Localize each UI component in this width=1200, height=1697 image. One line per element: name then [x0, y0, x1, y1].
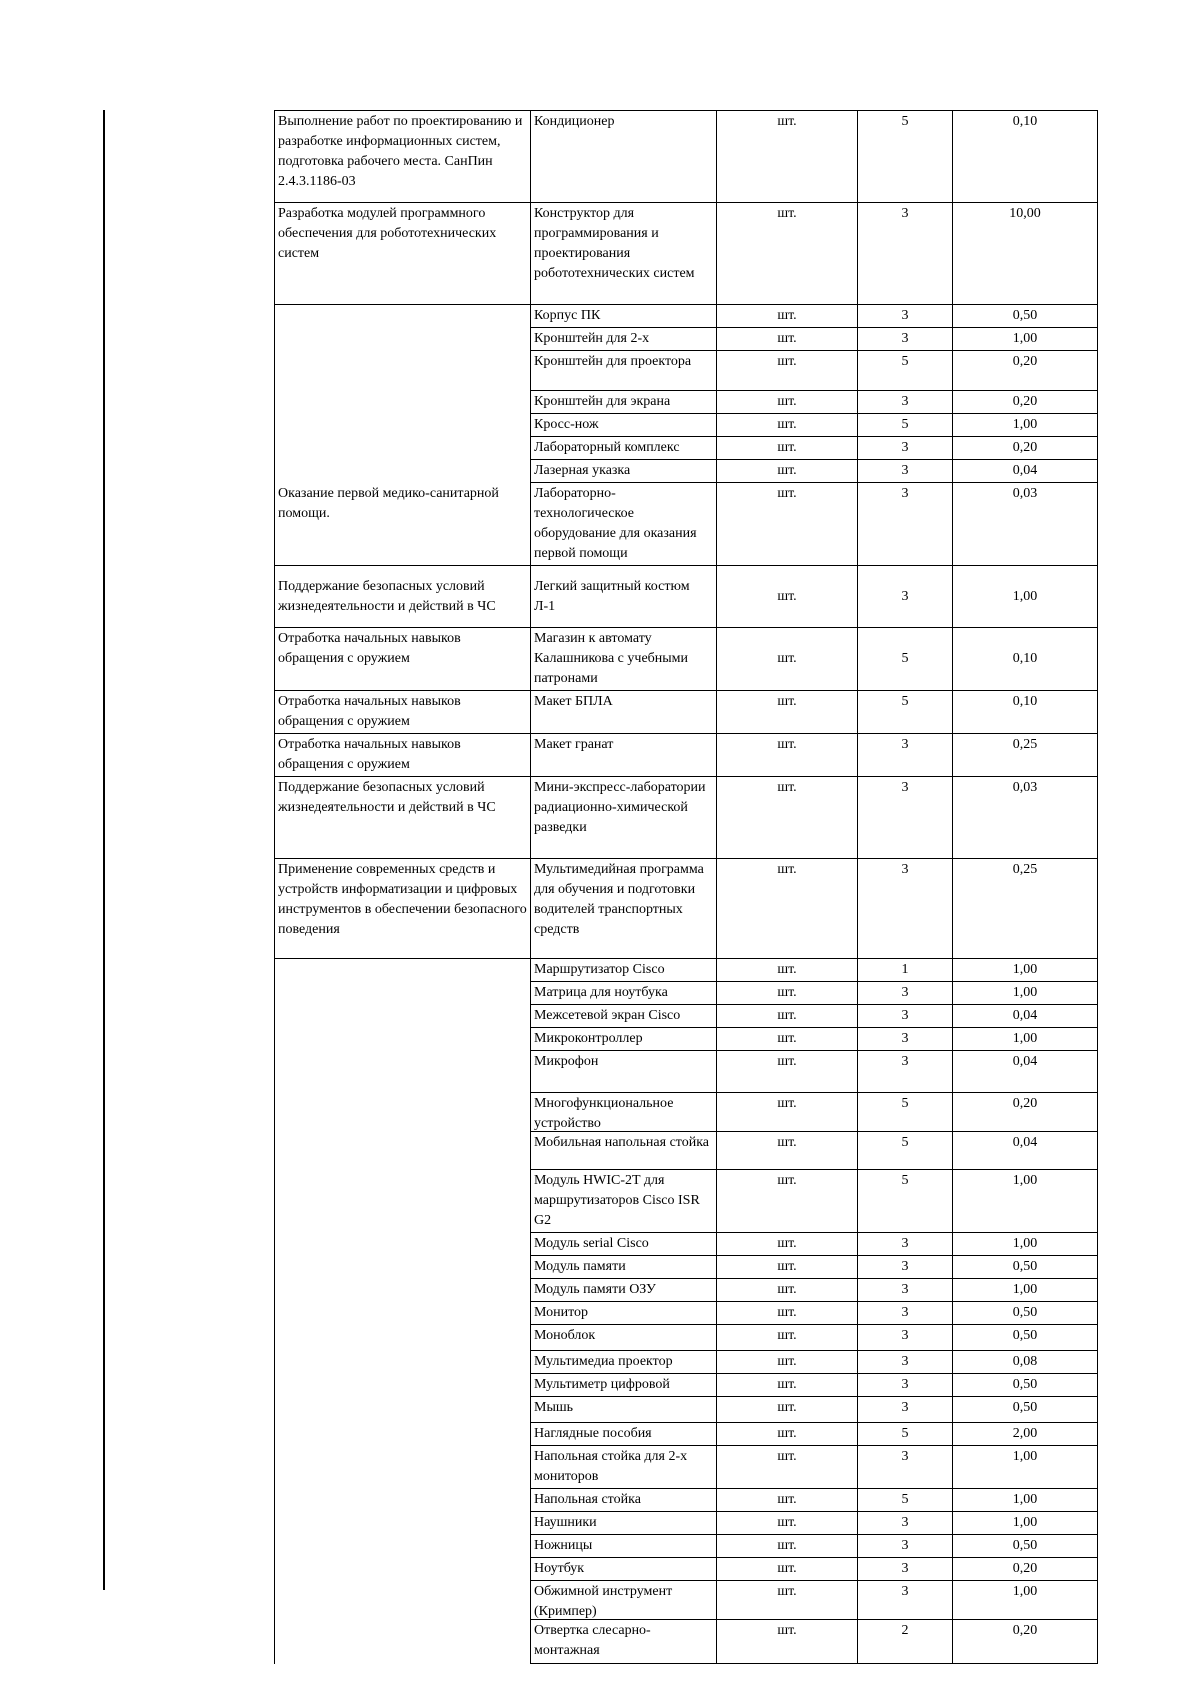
item-cell: Кронштейн для экрана	[531, 391, 717, 414]
item-cell: Микрофон	[531, 1051, 717, 1093]
qty-cell: 3	[858, 1051, 953, 1093]
coef-cell: 1,00	[953, 1233, 1098, 1256]
qty-cell: 3	[858, 1446, 953, 1489]
coef-cell: 0,03	[953, 777, 1098, 859]
unit-cell: шт.	[717, 1423, 858, 1446]
item-cell: Напольная стойка	[531, 1489, 717, 1512]
coef-cell: 0,50	[953, 1535, 1098, 1558]
item-cell: Многофункциональное устройство	[531, 1093, 717, 1132]
coef-cell: 0,50	[953, 1374, 1098, 1397]
qty-cell: 5	[858, 1489, 953, 1512]
item-cell: Магазин к автомату Калашникова с учебными патронами	[531, 628, 717, 691]
qty-cell: 3	[858, 305, 953, 328]
unit-cell: шт.	[717, 859, 858, 959]
item-cell: Конструктор для программирования и проектирования робототехнических систем	[531, 203, 717, 305]
coef-cell: 1,00	[953, 982, 1098, 1005]
unit-cell: шт.	[717, 959, 858, 982]
qty-cell: 3	[858, 1558, 953, 1581]
qty-cell: 3	[858, 1233, 953, 1256]
unit-cell: шт.	[717, 1279, 858, 1302]
qty-cell: 5	[858, 1423, 953, 1446]
coef-cell: 0,20	[953, 1093, 1098, 1132]
unit-cell: шт.	[717, 734, 858, 777]
table-row	[275, 959, 1098, 982]
coef-cell: 1,00	[953, 1489, 1098, 1512]
coef-cell: 0,04	[953, 1051, 1098, 1093]
item-cell: Легкий защитный костюм Л-1	[531, 566, 717, 628]
qty-cell: 5	[858, 351, 953, 391]
coef-cell: 0,50	[953, 1397, 1098, 1423]
activity-cell: Поддержание безопасных условий жизнедеятельности и действий в ЧС	[275, 777, 531, 859]
item-cell: Мини-экспресс-лаборатории радиационно-химической разведки	[531, 777, 717, 859]
table-row	[275, 734, 1098, 777]
unit-cell: шт.	[717, 1005, 858, 1028]
qty-cell: 3	[858, 1374, 953, 1397]
qty-cell: 3	[858, 203, 953, 305]
table-row	[275, 691, 1098, 734]
unit-cell: шт.	[717, 1325, 858, 1351]
unit-cell: шт.	[717, 1581, 858, 1620]
activity-cell: Оказание первой медико-санитарной помощи.	[275, 305, 531, 566]
coef-cell: 0,10	[953, 111, 1098, 203]
item-cell: Маршрутизатор Cisco	[531, 959, 717, 982]
item-cell: Модуль памяти	[531, 1256, 717, 1279]
item-cell: Кросс-нож	[531, 414, 717, 437]
qty-cell: 3	[858, 1005, 953, 1028]
unit-cell: шт.	[717, 351, 858, 391]
activity-cell: Отработка начальных навыков обращения с оружием	[275, 691, 531, 734]
coef-cell: 0,04	[953, 1132, 1098, 1170]
unit-cell: шт.	[717, 566, 858, 628]
qty-cell: 5	[858, 1132, 953, 1170]
coef-cell: 0,25	[953, 734, 1098, 777]
coef-cell: 1,00	[953, 328, 1098, 351]
item-cell: Кондиционер	[531, 111, 717, 203]
item-cell: Лазерная указка	[531, 460, 717, 483]
qty-cell: 5	[858, 691, 953, 734]
unit-cell: шт.	[717, 1535, 858, 1558]
coef-cell: 1,00	[953, 1581, 1098, 1620]
coef-cell: 0,04	[953, 1005, 1098, 1028]
table-row	[275, 305, 1098, 328]
coef-cell: 1,00	[953, 1028, 1098, 1051]
unit-cell: шт.	[717, 1170, 858, 1233]
qty-cell: 3	[858, 1256, 953, 1279]
qty-cell: 3	[858, 1279, 953, 1302]
activity-cell	[275, 959, 531, 1664]
coef-cell: 1,00	[953, 959, 1098, 982]
coef-cell: 0,20	[953, 391, 1098, 414]
item-cell: Лабораторный комплекс	[531, 437, 717, 460]
qty-cell: 3	[858, 460, 953, 483]
unit-cell: шт.	[717, 1397, 858, 1423]
coef-cell: 0,03	[953, 483, 1098, 566]
coef-cell: 1,00	[953, 414, 1098, 437]
table-row	[275, 203, 1098, 305]
table-row	[275, 111, 1098, 203]
qty-cell: 3	[858, 1581, 953, 1620]
table-row	[275, 859, 1098, 959]
equipment-table	[274, 110, 1098, 1664]
coef-cell: 1,00	[953, 566, 1098, 628]
unit-cell: шт.	[717, 691, 858, 734]
unit-cell: шт.	[717, 305, 858, 328]
item-cell: Наглядные пособия	[531, 1423, 717, 1446]
activity-cell: Отработка начальных навыков обращения с оружием	[275, 628, 531, 691]
unit-cell: шт.	[717, 437, 858, 460]
qty-cell: 3	[858, 734, 953, 777]
coef-cell: 0,08	[953, 1351, 1098, 1374]
coef-cell: 1,00	[953, 1512, 1098, 1535]
unit-cell: шт.	[717, 483, 858, 566]
unit-cell: шт.	[717, 328, 858, 351]
unit-cell: шт.	[717, 1446, 858, 1489]
item-cell: Мультиметр цифровой	[531, 1374, 717, 1397]
item-cell: Моноблок	[531, 1325, 717, 1351]
qty-cell: 3	[858, 859, 953, 959]
unit-cell: шт.	[717, 982, 858, 1005]
coef-cell: 0,50	[953, 305, 1098, 328]
qty-cell: 5	[858, 111, 953, 203]
coef-cell: 0,10	[953, 628, 1098, 691]
item-cell: Мобильная напольная стойка	[531, 1132, 717, 1170]
coef-cell: 0,50	[953, 1302, 1098, 1325]
unit-cell: шт.	[717, 1374, 858, 1397]
coef-cell: 1,00	[953, 1446, 1098, 1489]
table-row	[275, 777, 1098, 859]
coef-cell: 0,20	[953, 437, 1098, 460]
coef-cell: 0,50	[953, 1325, 1098, 1351]
coef-cell: 0,20	[953, 1620, 1098, 1664]
item-cell: Ноутбук	[531, 1558, 717, 1581]
item-cell: Мультимедийная программа для обучения и подготовки водителей транспортных средств	[531, 859, 717, 959]
qty-cell: 3	[858, 391, 953, 414]
unit-cell: шт.	[717, 628, 858, 691]
qty-cell: 3	[858, 1397, 953, 1423]
unit-cell: шт.	[717, 1093, 858, 1132]
activity-cell: Отработка начальных навыков обращения с оружием	[275, 734, 531, 777]
item-cell: Обжимной инструмент (Кримпер)	[531, 1581, 717, 1620]
activity-cell: Выполнение работ по проектированию и разработке информационных систем, подготовка рабочего места. СанПин 2.4.3.1186-03	[275, 111, 531, 203]
qty-cell: 3	[858, 437, 953, 460]
qty-cell: 5	[858, 1170, 953, 1233]
unit-cell: шт.	[717, 1132, 858, 1170]
item-cell: Модуль памяти ОЗУ	[531, 1279, 717, 1302]
item-cell: Модуль HWIC-2T для маршрутизаторов Cisco ISR G2	[531, 1170, 717, 1233]
unit-cell: шт.	[717, 111, 858, 203]
unit-cell: шт.	[717, 1302, 858, 1325]
qty-cell: 2	[858, 1620, 953, 1664]
item-cell: Корпус ПК	[531, 305, 717, 328]
qty-cell: 3	[858, 1028, 953, 1051]
unit-cell: шт.	[717, 1512, 858, 1535]
unit-cell: шт.	[717, 391, 858, 414]
unit-cell: шт.	[717, 1620, 858, 1664]
item-cell: Наушники	[531, 1512, 717, 1535]
qty-cell: 5	[858, 414, 953, 437]
unit-cell: шт.	[717, 1351, 858, 1374]
item-cell: Напольная стойка для 2-х мониторов	[531, 1446, 717, 1489]
unit-cell: шт.	[717, 1051, 858, 1093]
unit-cell: шт.	[717, 1028, 858, 1051]
item-cell: Монитор	[531, 1302, 717, 1325]
item-cell: Мышь	[531, 1397, 717, 1423]
coef-cell: 1,00	[953, 1170, 1098, 1233]
unit-cell: шт.	[717, 777, 858, 859]
qty-cell: 3	[858, 483, 953, 566]
item-cell: Микроконтроллер	[531, 1028, 717, 1051]
activity-cell: Поддержание безопасных условий жизнедеятельности и действий в ЧС	[275, 566, 531, 628]
qty-cell: 3	[858, 1325, 953, 1351]
qty-cell: 3	[858, 777, 953, 859]
table-row	[275, 628, 1098, 691]
item-cell: Модуль serial Cisco	[531, 1233, 717, 1256]
unit-cell: шт.	[717, 203, 858, 305]
item-cell: Кронштейн для проектора	[531, 351, 717, 391]
item-cell: Макет БПЛА	[531, 691, 717, 734]
activity-cell: Применение современных средств и устройств информатизации и цифровых инструментов в обеспечении безопасного поведения	[275, 859, 531, 959]
unit-cell: шт.	[717, 1233, 858, 1256]
qty-cell: 3	[858, 982, 953, 1005]
coef-cell: 0,10	[953, 691, 1098, 734]
qty-cell: 3	[858, 1512, 953, 1535]
item-cell: Отвертка слесарно-монтажная	[531, 1620, 717, 1664]
coef-cell: 0,50	[953, 1256, 1098, 1279]
qty-cell: 3	[858, 1535, 953, 1558]
unit-cell: шт.	[717, 1558, 858, 1581]
activity-cell: Разработка модулей программного обеспечения для робототехнических систем	[275, 203, 531, 305]
item-cell: Межсетевой экран Cisco	[531, 1005, 717, 1028]
item-cell: Ножницы	[531, 1535, 717, 1558]
coef-cell: 2,00	[953, 1423, 1098, 1446]
coef-cell: 1,00	[953, 1279, 1098, 1302]
qty-cell: 5	[858, 628, 953, 691]
qty-cell: 3	[858, 328, 953, 351]
qty-cell: 5	[858, 1093, 953, 1132]
coef-cell: 0,20	[953, 351, 1098, 391]
unit-cell: шт.	[717, 414, 858, 437]
item-cell: Матрица для ноутбука	[531, 982, 717, 1005]
item-cell: Макет гранат	[531, 734, 717, 777]
qty-cell: 1	[858, 959, 953, 982]
qty-cell: 3	[858, 1351, 953, 1374]
coef-cell: 10,00	[953, 203, 1098, 305]
item-cell: Кронштейн для 2-х	[531, 328, 717, 351]
qty-cell: 3	[858, 566, 953, 628]
item-cell: Мультимедиа проектор	[531, 1351, 717, 1374]
qty-cell: 3	[858, 1302, 953, 1325]
item-cell: Лабораторно-технологическое оборудование для оказания первой помощи	[531, 483, 717, 566]
coef-cell: 0,04	[953, 460, 1098, 483]
page-left-rule	[103, 110, 105, 1590]
unit-cell: шт.	[717, 1256, 858, 1279]
unit-cell: шт.	[717, 460, 858, 483]
coef-cell: 0,25	[953, 859, 1098, 959]
table-row	[275, 566, 1098, 628]
coef-cell: 0,20	[953, 1558, 1098, 1581]
unit-cell: шт.	[717, 1489, 858, 1512]
